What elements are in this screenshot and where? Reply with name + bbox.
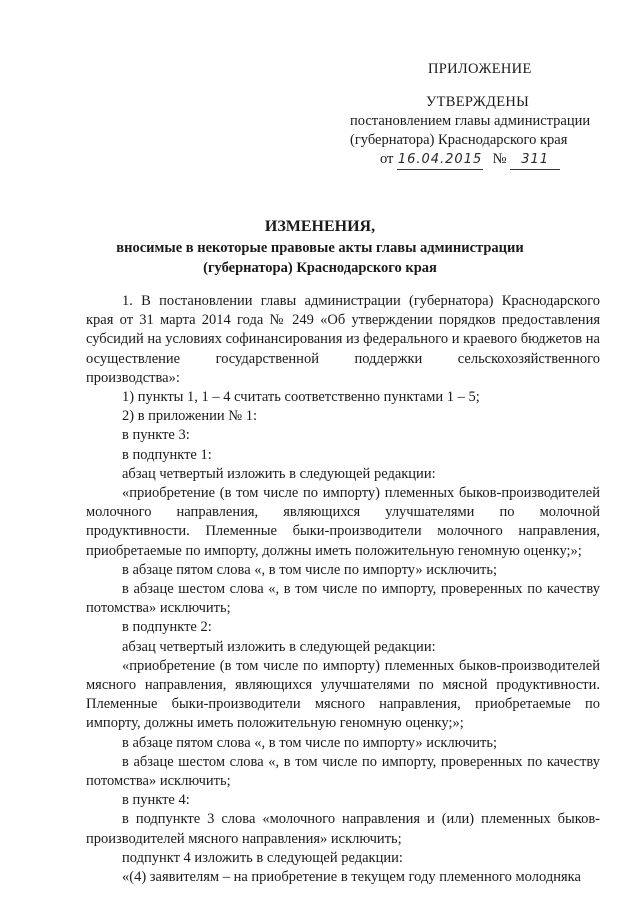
from-label: от — [380, 151, 394, 167]
paragraph: 1) пункты 1, 1 – 4 считать соответственно пунктами 1 – 5; — [122, 389, 480, 406]
paragraph: в подпункте 3 слова «молочного направления и (или) племенных быков-производителей мясного направления» исключить; — [86, 811, 600, 847]
document-body — [86, 292, 600, 887]
paragraph: в пункте 4: — [122, 792, 190, 809]
document-heading — [40, 216, 600, 278]
approval-stamp-block — [350, 60, 610, 170]
paragraph: в абзаце пятом слова «, в том числе по импорту» исключить; — [122, 734, 497, 751]
paragraph: абзац четвертый изложить в следующей редакции: — [122, 638, 436, 655]
paragraph: в подпункте 2: — [122, 619, 212, 636]
paragraph: подпункт 4 изложить в следующей редакции: — [122, 849, 403, 866]
paragraph: 1. В постановлении главы администрации (губернатора) Краснодарского края от 31 марта 2014 года № 249 «Об утверждении порядков предоставления субсидий на условиях софинансирования из федерального и краевого бюджетов на осуществление государственной поддержки сельскохозяйственного производства»: — [86, 293, 600, 386]
document-subtitle-line-1: вносимые в некоторые правовые акты главы администрации — [116, 240, 524, 256]
number-label: № — [492, 151, 507, 167]
paragraph: «приобретение (в том числе по импорту) племенных быков-производителей молочного направления, являющихся улучшателями по молочной продуктивности. Племенные быки-производители молочного направления, приобретаемые по импорту, должны иметь положительную геномную оценку;»; — [86, 485, 600, 559]
document-title: ИЗМЕНЕНИЯ, — [264, 218, 376, 235]
paragraph: в пункте 3: — [122, 427, 190, 444]
approval-line-1: постановлением главы администрации — [350, 113, 591, 129]
approved-label: УТВЕРЖДЕНЫ — [426, 94, 530, 110]
paragraph: 2) в приложении № 1: — [122, 408, 257, 425]
appendix-label: ПРИЛОЖЕНИЕ — [428, 61, 532, 77]
approval-line-2: (губернатора) Краснодарского края — [350, 132, 568, 148]
document-subtitle-line-2: (губернатора) Краснодарского края — [203, 260, 437, 276]
paragraph: абзац четвертый изложить в следующей редакции: — [122, 465, 436, 482]
paragraph: в абзаце шестом слова «, в том числе по импорту, проверенных по качеству потомства» исключить; — [86, 753, 600, 790]
paragraph: в абзаце пятом слова «, в том числе по импорту» исключить; — [122, 561, 497, 578]
handwritten-date: 16.04.2015 — [397, 150, 483, 170]
paragraph: в подпункте 1: — [122, 446, 212, 463]
paragraph: «(4) заявителям – на приобретение в текущем году племенного молодняка — [122, 869, 581, 886]
handwritten-number: 311 — [510, 150, 560, 170]
paragraph: «приобретение (в том числе по импорту) племенных быков-производителей мясного направления, являющихся улучшателями по мясной продуктивности. Племенные быки-производители мясного направления, приобретаемые по импорту, должны иметь положительную геномную оценку;»; — [86, 657, 600, 732]
approval-date-number-line — [350, 150, 610, 170]
paragraph: в абзаце шестом слова «, в том числе по импорту, проверенных по качеству потомства» исключить; — [86, 581, 600, 617]
